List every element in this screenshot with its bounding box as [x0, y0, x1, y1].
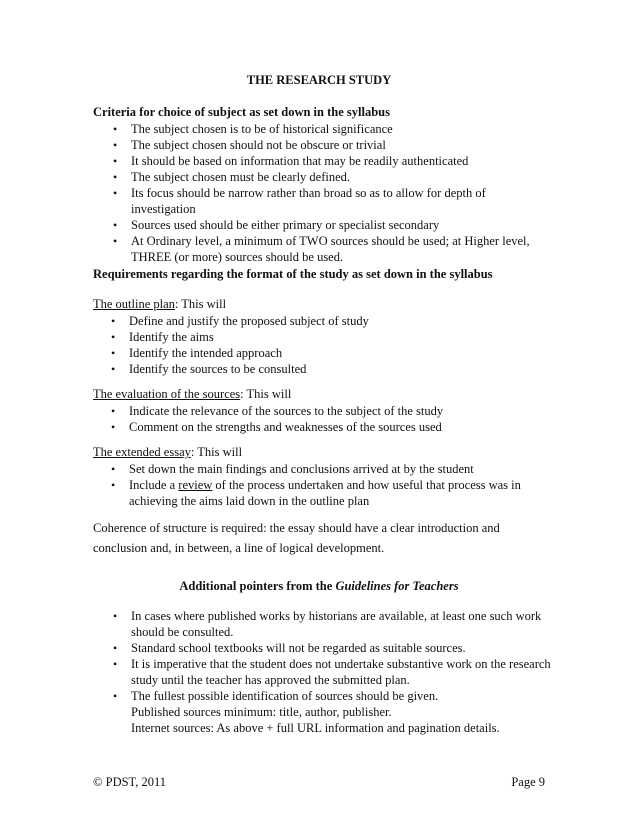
evaluation-label: The evaluation of the sources	[93, 387, 241, 401]
list-item: • The subject chosen must be clearly defined.	[93, 169, 553, 185]
pointers-section	[93, 608, 553, 736]
guidelines-title: Guidelines for Teachers	[335, 579, 459, 593]
list-item: • Its focus should be narrow rather than broad so as to allow for depth of investigation	[93, 185, 553, 217]
list-item: • Sources used should be either primary or specialist secondary	[93, 217, 553, 233]
outline-plan-label: The outline plan	[93, 297, 175, 311]
criteria-list	[93, 121, 553, 265]
criteria-section	[93, 104, 553, 265]
evaluation-suffix: : This will	[240, 387, 292, 401]
pointers-list	[93, 608, 553, 736]
evaluation-heading	[93, 386, 553, 402]
criteria-heading: Criteria for choice of subject as set down in the syllabus	[93, 105, 390, 119]
list-item: • Set down the main findings and conclusions arrived at by the student	[93, 461, 553, 477]
extended-essay-heading	[93, 444, 553, 460]
outline-plan-list	[93, 313, 553, 377]
list-item: • Identify the intended approach	[93, 345, 553, 361]
pointers-heading	[0, 578, 638, 594]
sources-line-2: Published sources minimum: title, author, publisher.	[131, 705, 392, 719]
list-item: • Define and justify the proposed subject of study	[93, 313, 553, 329]
sources-line-1: • The fullest possible identification of sources should be given.	[131, 689, 439, 703]
pointers-heading-text: Additional pointers from the	[179, 579, 336, 593]
review-word: review	[178, 478, 213, 492]
list-item: • Comment on the strengths and weaknesses of the sources used	[93, 419, 553, 435]
review-post: of the process undertaken and how useful that process was in achieving the aims laid down in the outline plan	[129, 478, 521, 508]
outline-plan-section	[93, 296, 553, 377]
list-item: • The subject chosen is to be of historical significance	[93, 121, 553, 137]
evaluation-section	[93, 386, 553, 435]
extended-essay-suffix: : This will	[190, 445, 243, 459]
page-title: THE RESEARCH STUDY	[246, 73, 392, 87]
list-item	[93, 688, 553, 736]
outline-plan-heading	[93, 296, 553, 312]
list-item: • Identify the sources to be consulted	[93, 361, 553, 377]
requirements-heading: Requirements regarding the format of the study as set down in the syllabus	[93, 267, 493, 281]
footer-copyright: © PDST, 2011	[93, 775, 167, 789]
coherence-paragraph: Coherence of structure is required: the essay should have a clear introduction and conclusion and, in between, a line of logical development.	[93, 521, 500, 555]
list-item: • Identify the aims	[93, 329, 553, 345]
review-pre: Include a	[129, 478, 179, 492]
list-item: • It is imperative that the student does not undertake substantive work on the research study until the teacher has approved the submitted plan.	[93, 656, 553, 688]
list-item: • It should be based on information that may be readily authenticated	[93, 153, 553, 169]
list-item: • The subject chosen should not be obscure or trivial	[93, 137, 553, 153]
list-item: • In cases where published works by historians are available, at least one such work should be consulted.	[93, 608, 553, 640]
list-item: • Indicate the relevance of the sources to the subject of the study	[93, 403, 553, 419]
footer-page-number: Page 9	[511, 775, 545, 789]
outline-plan-suffix: : This will	[174, 297, 227, 311]
list-item: • At Ordinary level, a minimum of TWO sources should be used; at Higher level, THREE (or more) sources should be used.	[93, 233, 553, 265]
list-item: • Standard school textbooks will not be regarded as suitable sources.	[93, 640, 553, 656]
extended-essay-label: The extended essay	[93, 445, 191, 459]
sources-line-3: Internet sources: As above + full URL information and pagination details.	[131, 721, 500, 735]
extended-essay-section	[93, 444, 553, 509]
evaluation-list	[93, 403, 553, 435]
extended-essay-list	[93, 461, 553, 509]
list-item	[93, 477, 553, 509]
